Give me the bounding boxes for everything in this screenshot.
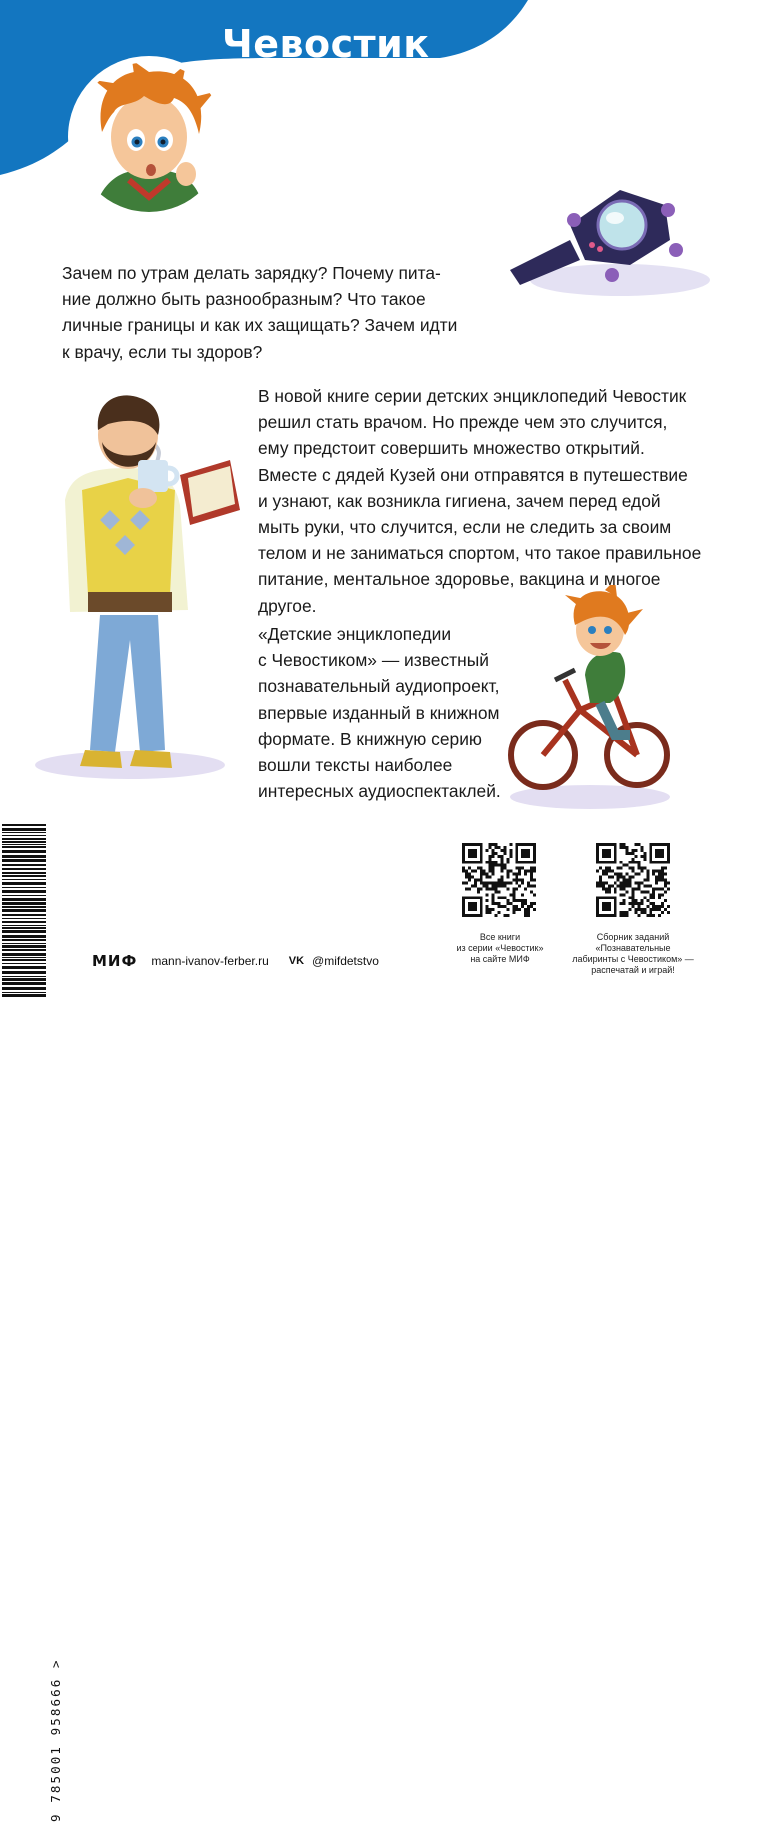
barcode-bar	[2, 914, 46, 916]
barcode-bar	[2, 925, 46, 926]
barcode-bar	[2, 855, 46, 858]
barcode-bar	[2, 864, 46, 866]
barcode-bar	[2, 909, 46, 912]
barcode-bar	[2, 918, 46, 919]
barcode-bar	[2, 945, 46, 948]
barcode-bar	[2, 902, 46, 905]
caption-line: распечатай и играй!	[591, 965, 675, 975]
description-paragraph	[258, 383, 701, 619]
barcode-bar	[2, 838, 46, 840]
barcode-bar	[2, 868, 46, 870]
text-line: В новой книге серии детских энциклопедий Чевостик	[258, 386, 687, 406]
chevostik-portrait	[74, 62, 224, 212]
barcode-bar	[2, 976, 46, 977]
barcode-bar	[2, 987, 46, 990]
barcode-bar	[2, 890, 46, 893]
barcode-bar	[2, 957, 46, 958]
barcode-bar	[2, 828, 46, 831]
social-handle[interactable]: @mifdetstvo	[312, 954, 379, 968]
isbn-barcode	[0, 822, 63, 1822]
barcode-bar	[2, 835, 46, 836]
barcode-bar	[2, 841, 46, 843]
barcode-bar	[2, 966, 46, 969]
barcode-bar	[2, 844, 46, 845]
barcode-bar	[2, 927, 46, 929]
text-line: вошли тексты наиболее	[258, 755, 453, 776]
text-line: и узнают, как возникла гигиена, зачем перед едой	[258, 490, 661, 511]
barcode-bar	[2, 850, 46, 853]
barcode-bar	[2, 978, 46, 981]
qr-code-labyrinths[interactable]	[596, 843, 670, 917]
barcode-bar	[2, 879, 46, 880]
text-line: формате. В книжную серию	[258, 728, 482, 749]
barcode-bar	[2, 930, 46, 933]
text-line: решил стать врачом. Но прежде чем это случится,	[258, 412, 668, 433]
barcode-bar	[2, 921, 46, 923]
text-line: ние должно быть разнообразным? Что такое	[62, 289, 426, 310]
text-line: Вместе с дядей Кузей они отправятся в путешествие	[258, 464, 688, 485]
publisher-footer	[92, 951, 379, 971]
uncle-kuzya-illustration	[30, 380, 260, 780]
text-line: интересных аудиоспектаклей.	[258, 781, 501, 802]
barcode-bar	[2, 898, 46, 901]
caption-line: на сайте МИФ	[470, 954, 530, 964]
barcode-bar	[2, 887, 46, 888]
barcode-bar	[2, 875, 46, 877]
barcode-bar	[2, 963, 46, 964]
barcode-bar	[2, 959, 46, 961]
barcode-bar	[2, 824, 46, 826]
barcode-bar	[2, 882, 46, 885]
barcode-digits: 9 785001 958666 >	[48, 1658, 63, 1822]
text-line: личные границы и как их защищать? Зачем идти	[62, 315, 458, 336]
intro-paragraph	[62, 260, 457, 365]
chevostik-bicycle-illustration	[505, 585, 675, 815]
barcode-bar	[2, 939, 46, 941]
text-line: телом и не заниматься спортом, что такое правильное	[258, 543, 702, 564]
publisher-logo: МИФ	[92, 952, 138, 970]
barcode-bar	[2, 895, 46, 896]
series-info-paragraph	[258, 621, 501, 804]
qr-code-series-books[interactable]	[462, 843, 536, 917]
text-line: впервые изданный в книжном	[258, 702, 500, 723]
caption-line: Сборник заданий «Познавательные	[595, 932, 671, 953]
text-line: другое.	[258, 595, 317, 616]
barcode-bar	[2, 953, 46, 956]
barcode-bar	[2, 971, 46, 974]
text-line: ему предстоит совершить множество открытий.	[258, 438, 645, 459]
vk-icon: VK	[288, 955, 305, 967]
barcode-bar	[2, 846, 46, 848]
barcode-bar	[2, 992, 46, 993]
qr-caption-series-books	[448, 932, 552, 965]
text-line: с Чевостиком» — известный	[258, 650, 489, 671]
magnifier-gadget-illustration	[500, 170, 710, 300]
website-link[interactable]: mann-ivanov-ferber.ru	[151, 954, 269, 968]
text-line: питание, ментальное здоровье, вакцина и многое	[258, 569, 661, 590]
barcode-bar	[2, 872, 46, 874]
barcode-bar	[2, 982, 46, 985]
text-line: «Детские энциклопедии	[258, 624, 452, 644]
text-line: мыть руки, что случится, если не следить за своим	[258, 517, 672, 538]
series-title: Чевостик	[222, 22, 430, 66]
barcode-bar	[2, 935, 46, 938]
caption-line: лабиринты с Чевостиком» —	[572, 954, 694, 964]
barcode-bar	[2, 832, 46, 833]
barcode-bar	[2, 906, 46, 908]
text-line: познавательный аудиопроект,	[258, 676, 500, 697]
barcode-bar	[2, 949, 46, 951]
qr-caption-labyrinths	[566, 932, 700, 976]
barcode-bar	[2, 994, 46, 997]
caption-line: из серии «Чевостик»	[456, 943, 544, 953]
text-line: к врачу, если ты здоров?	[62, 341, 263, 362]
barcode-bar	[2, 943, 46, 944]
caption-line: Все книги	[479, 932, 521, 942]
barcode-bar	[2, 859, 46, 862]
text-line: Зачем по утрам делать зарядку? Почему пита-	[62, 263, 441, 283]
